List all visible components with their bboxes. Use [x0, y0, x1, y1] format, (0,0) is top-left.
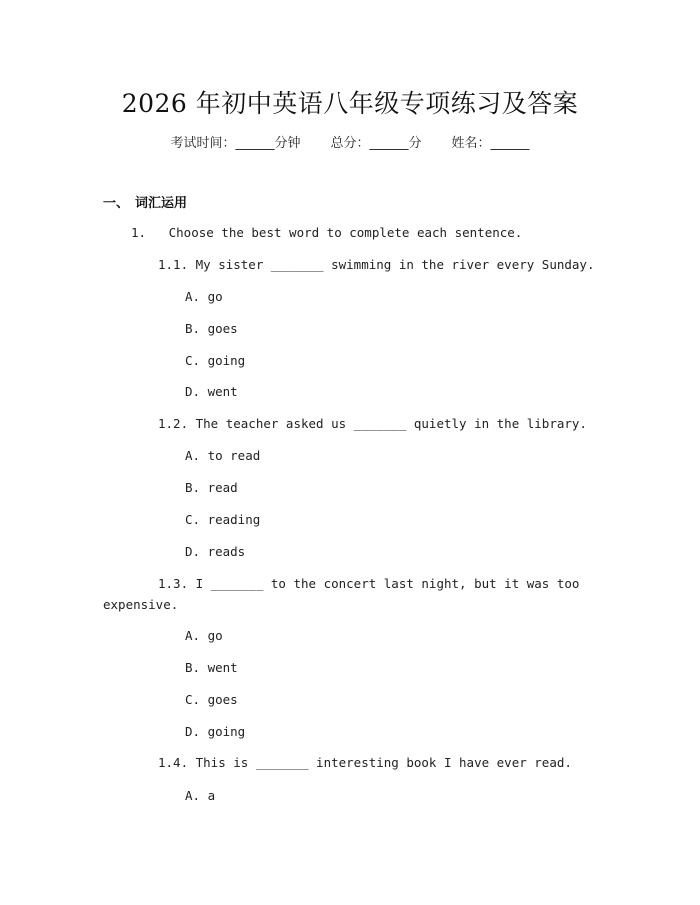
option-1-1-b: B. goes — [185, 321, 238, 336]
question-1-3: 1.3. I _______ to the concert last night, but it was too — [158, 576, 580, 591]
option-1-1-a: A. go — [185, 289, 223, 304]
option-1-2-b: B. read — [185, 480, 238, 495]
section-number: 一、 — [103, 196, 130, 211]
question-1-2: 1.2. The teacher asked us _______ quietly in the library. — [158, 416, 587, 431]
option-1-1-c: C. going — [185, 353, 246, 368]
option-1-2-a: A. to read — [185, 448, 261, 463]
exam-time-field: 考试时间：______分钟 — [170, 136, 301, 151]
exam-info-line — [0, 132, 700, 151]
question-1-4: 1.4. This is _______ interesting book I have ever read. — [158, 755, 572, 770]
page-title: 2026 年初中英语八年级专项练习及答案 — [121, 89, 579, 118]
question-intro: 1. Choose the best word to complete each sentence. — [131, 225, 523, 240]
option-1-3-c: C. goes — [185, 692, 238, 707]
option-1-3-b: B. went — [185, 660, 238, 675]
question-1-1: 1.1. My sister _______ swimming in the river every Sunday. — [158, 257, 595, 272]
section-heading — [103, 192, 187, 211]
total-score-field: 总分：______分 — [330, 136, 422, 151]
section-title: 词汇运用 — [135, 196, 188, 211]
option-1-3-a: A. go — [185, 628, 223, 643]
option-1-4-a: A. a — [185, 788, 216, 803]
option-1-3-d: D. going — [185, 724, 246, 739]
option-1-2-d: D. reads — [185, 544, 246, 559]
option-1-1-d: D. went — [185, 384, 238, 399]
student-name-field: 姓名：______ — [451, 136, 530, 151]
option-1-2-c: C. reading — [185, 512, 261, 527]
question-1-3-continuation: expensive. — [103, 597, 179, 612]
